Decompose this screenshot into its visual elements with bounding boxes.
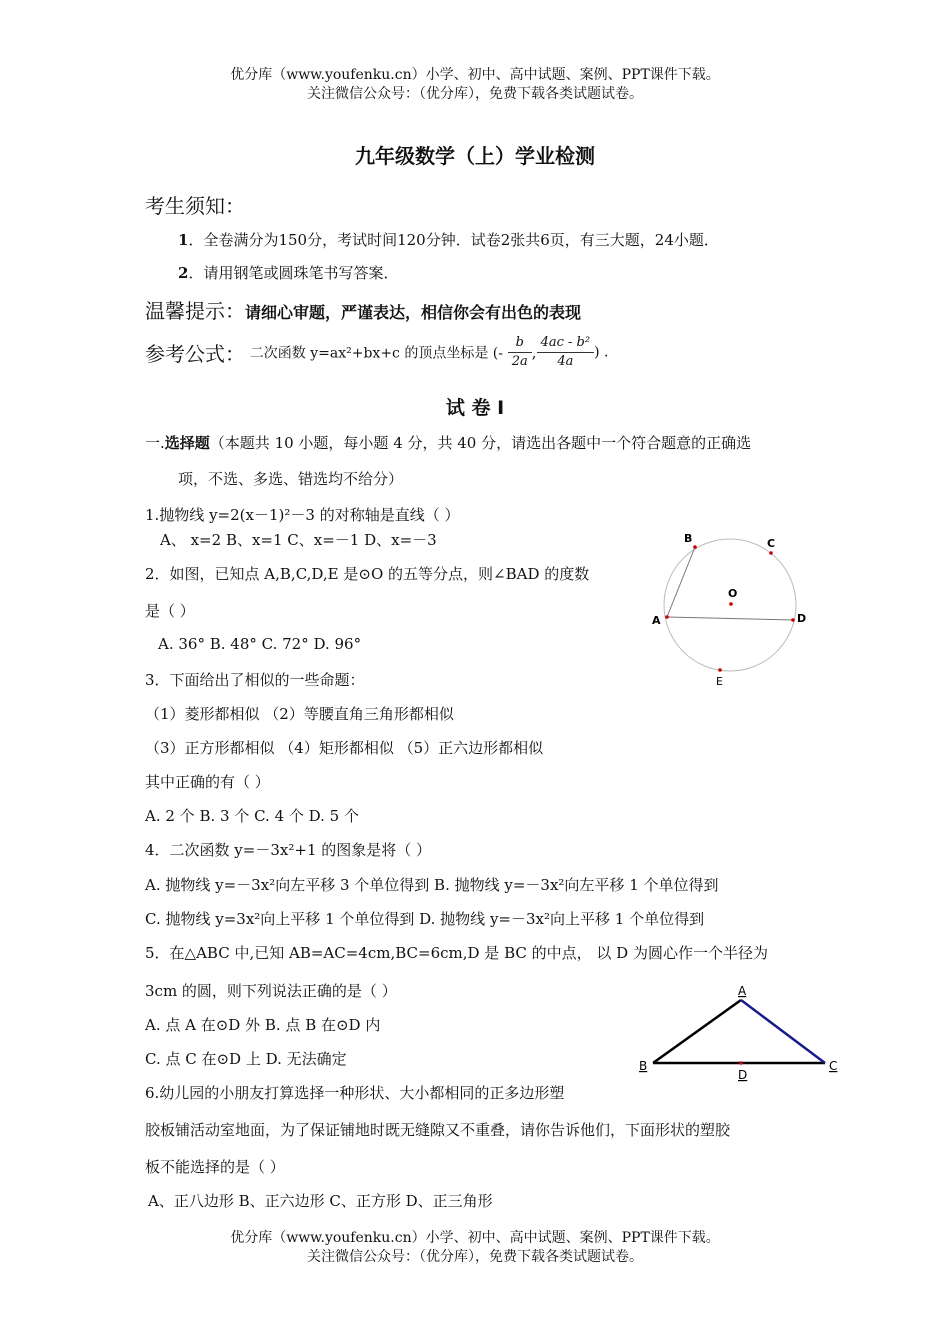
notice-item-1-text: ．全卷满分为150分，考试时间120分钟．试卷2张共6页，有三大题，24小题． [188,231,719,249]
q3-options: A. 2 个 B. 3 个 C. 4 个 D. 5 个 [145,807,359,825]
section1-desc-2: 项，不选、多选、错选均不给分） [178,470,404,488]
q2-stem-1: 2．如图，已知点 A,B,C,D,E 是⊙O 的五等分点，则∠BAD 的度数 [145,565,590,583]
q2-stem-2: 是（ ） [145,602,195,620]
formula-fraction-2-num: 4ac - b² [537,334,595,353]
point-c [769,551,773,555]
page-title: 九年级数学（上）学业检测 [355,144,595,168]
q4-options-cd: C. 抛物线 y=3x²向上平移 1 个单位得到 D. 抛物线 y=－3x²向上平移 1 个单位得到 [145,910,705,928]
chord-ad [667,617,793,620]
point-b [693,545,697,549]
header-line-1: 优分库（www.youfenku.cn）小学、初中、高中试题、案例、PPT课件下载。 [230,67,720,83]
notice-item-2-text: ．请用钢笔或圆珠笔书写答案． [188,264,399,282]
side-ab [653,1000,741,1063]
formula-fraction-1-den: 2a [511,354,528,369]
point-d [791,618,795,622]
circle-figure [640,525,820,695]
q6-options: A、正八边形 B、正六边形 C、正方形 D、正三角形 [148,1192,493,1210]
q1-stem: 1.抛物线 y=2(x－1)²－3 的对称轴是直线（ ） [145,506,460,524]
notice-item-2-num: 2 [178,264,189,282]
q6-stem-3: 板不能选择的是（ ） [145,1158,285,1176]
tri-label-a: A [738,984,747,998]
section1-prefix: 一. [145,434,165,452]
formula-line [145,334,608,371]
label-e: E [716,675,723,688]
q4-stem: 4．二次函数 y=－3x²+1 的图象是将（ ） [145,841,432,859]
section1-desc-1: （本题共 10 小题，每小题 4 分，共 40 分，请选出各题中一个符合题意的正确选 [209,434,752,452]
chord-ab [667,547,695,617]
footer-line-1: 优分库（www.youfenku.cn）小学、初中、高中试题、案例、PPT课件下载。 [230,1230,720,1246]
tri-label-c: C [829,1059,838,1073]
formula-fraction-2 [537,334,595,371]
notice-item-2 [178,262,398,283]
label-c: C [767,537,776,550]
label-d: D [797,612,807,625]
tip-text: 请细心审题，严谨表达，相信你会有出色的表现 [245,303,582,322]
formula-comma: , [531,343,537,362]
q3-line-2: （3）正方形都相似 （4）矩形都相似 （5）正六边形都相似 [145,739,544,757]
q6-stem-1: 6.幼儿园的小朋友打算选择一种形状、大小都相同的正多边形塑 [145,1084,565,1102]
tri-label-d: D [738,1068,748,1082]
q3-line-1: （1）菱形都相似 （2）等腰直角三角形都相似 [145,705,454,723]
notice-heading: 考生须知： [145,194,245,218]
notice-item-1 [178,229,719,250]
point-o [729,602,733,606]
formula-tail: ) . [594,344,609,361]
q3-line-3: 其中正确的有（ ） [145,773,270,791]
formula-fraction-2-den: 4a [557,354,574,369]
q3-stem: 3．下面给出了相似的一些命题： [145,671,365,689]
triangle-figure [630,980,845,1085]
footer-line-2: 关注微信公众号：（优分库），免费下载各类试题试卷。 [307,1249,643,1265]
q4-options-ab: A. 抛物线 y=－3x²向左平移 3 个单位得到 B. 抛物线 y=－3x²向左平移 1 个单位得到 [145,876,719,894]
q1-options: A、 x=2 B、x=1 C、x=－1 D、x=－3 [160,531,437,549]
tip-heading: 温馨提示： [145,299,245,323]
formula-fraction-1-num: b [508,334,532,353]
tip-line [145,295,581,324]
section1-name: 选择题 [164,434,210,452]
label-o: O [728,587,738,600]
tri-label-b: B [639,1059,648,1073]
formula-fraction-1 [508,334,532,371]
formula-text: 二次函数 y=ax²+bx+c 的顶点坐标是 (- [249,345,503,362]
part-title: 试 卷 Ⅰ [445,397,505,419]
point-e [718,668,722,672]
section1-line-1 [145,432,751,453]
header-line-2: 关注微信公众号：（优分库），免费下载各类试题试卷。 [307,86,643,102]
q5-options-cd: C. 点 C 在⊙D 上 D. 无法确定 [145,1050,347,1068]
point-a [665,615,669,619]
q5-stem-1: 5．在△ABC 中,已知 AB=AC=4cm,BC=6cm,D 是 BC 的中点， 以 D 为圆心作一个半径为 [145,944,768,962]
q5-options-ab: A. 点 A 在⊙D 外 B. 点 B 在⊙D 内 [145,1016,381,1034]
point-d-mid [739,1061,743,1065]
label-a: A [652,614,661,627]
notice-item-1-num: 1 [178,231,189,249]
label-b: B [684,532,693,545]
q2-options: A. 36° B. 48° C. 72° D. 96° [158,635,362,653]
formula-heading: 参考公式： [145,342,245,366]
q6-stem-2: 胶板铺活动室地面，为了保证铺地时既无缝隙又不重叠，请你告诉他们，下面形状的塑胶 [145,1121,731,1139]
q5-stem-2: 3cm 的圆，则下列说法正确的是（ ） [145,982,397,1000]
side-ac [741,1000,825,1063]
